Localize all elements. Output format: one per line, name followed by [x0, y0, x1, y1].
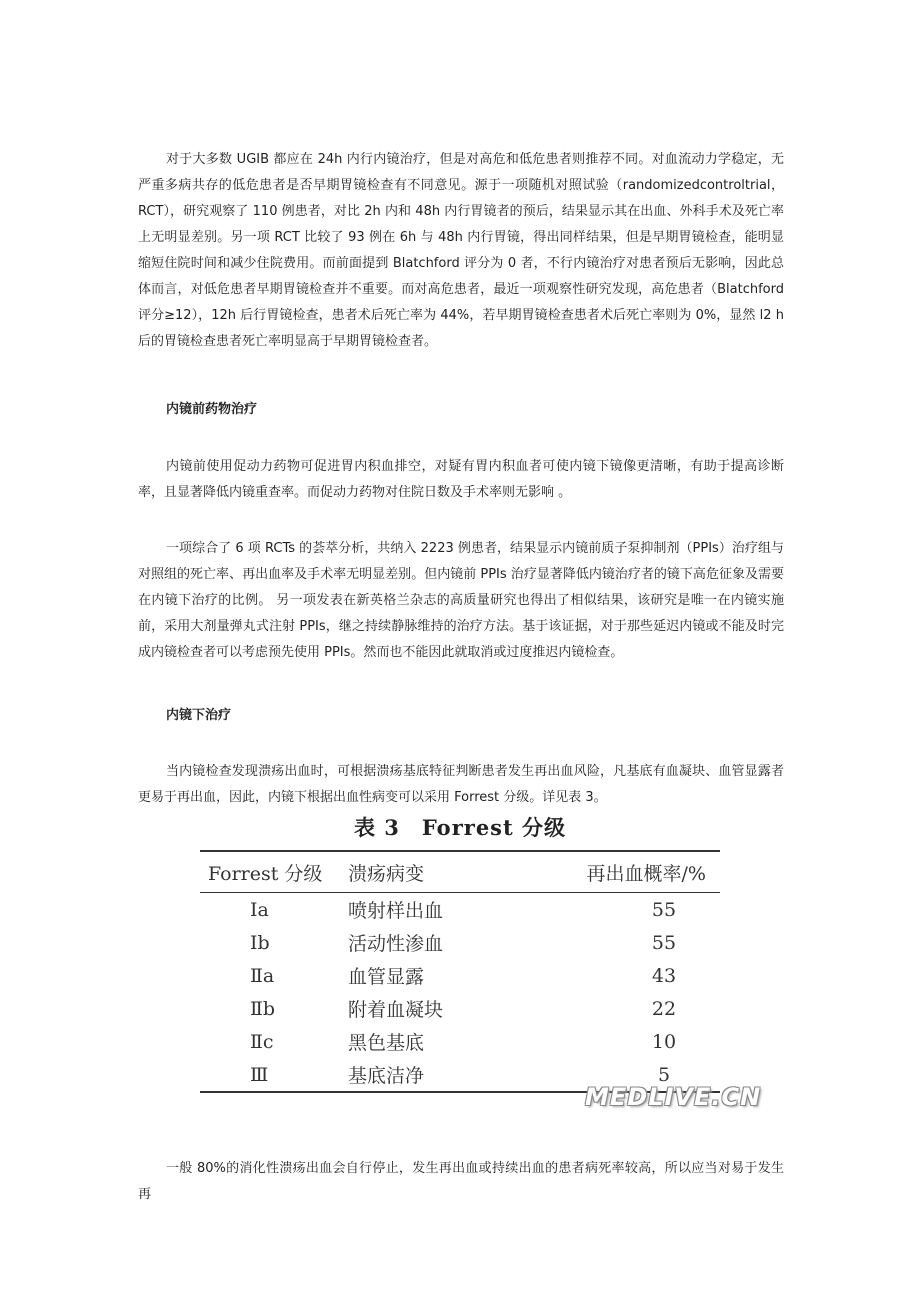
table-number: 表 3 — [353, 815, 400, 840]
table-title-text: Forrest 分级 — [421, 815, 567, 840]
header-forrest-grade: Forrest 分级 — [208, 862, 323, 885]
heading-endoscopic-treatment: 内镜下治疗 — [166, 708, 232, 723]
cell-rate: 55 — [651, 931, 677, 954]
table-row — [200, 992, 720, 1025]
table-row — [200, 1025, 720, 1058]
header-rebleeding-rate: 再出血概率/% — [586, 862, 706, 885]
cell-rate: 10 — [651, 1030, 677, 1053]
table-row — [200, 926, 720, 959]
cell-lesion: 基底洁净 — [348, 1065, 425, 1087]
header-ulcer-lesion: 溃疡病变 — [348, 862, 425, 885]
paragraph-forrest-intro: 当内镜检查发现溃疡出血时，可根据溃疡基底特征判断患者发生再出血风险，凡基底有血凝块、血管显露者更易于再出血，因此，内镜下根据出血性病变可以采用 Forrest 分级。详见表 3。 — [138, 764, 784, 805]
paragraph-ppis: 一项综合了 6 项 RCTs 的荟萃分析，共纳入 2223 例患者，结果显示内镜前质子泵抑制剂（PPIs）治疗组与对照组的死亡率、再出血率及手术率无明显差别。但内镜前 PPIs 治疗显著降低内镜治疗者的镜下高危征象及需要在内镜下治疗的比例。 另一项发表在新英格兰杂志的高质量研究也得出了相似结果，该研究是唯一在内镜实施前，采用大剂量弹丸式注射 PPIs，继之持续静脉维持的治疗方法。基于该证据，对于那些延迟内镜或不能及时完成内镜检查者可以考虑预先使用 PPIs。然而也不能因此就取消或过度推迟内镜检查。 — [138, 541, 784, 660]
cell-grade: Ⅱb — [250, 997, 276, 1020]
forrest-classification-table — [200, 850, 720, 1093]
table-title — [200, 812, 720, 842]
cell-grade: Ⅲ — [250, 1063, 269, 1086]
watermark-logo: MEDLIVE.CN — [585, 1083, 762, 1111]
cell-lesion: 附着血凝块 — [348, 999, 444, 1021]
heading-pre-endoscopy-drugs: 内镜前药物治疗 — [166, 402, 258, 417]
cell-rate: 5 — [657, 1063, 671, 1086]
cell-rate: 55 — [651, 898, 677, 921]
cell-rate: 43 — [651, 964, 677, 987]
cell-rate: 22 — [651, 997, 677, 1020]
cell-lesion: 喷射样出血 — [348, 900, 444, 922]
paragraph-self-limiting-bleeding: 一般 80%的消化性溃疡出血会自行停止，发生再出血或持续出血的患者病死率较高，所以应当对易于发生再 — [138, 1161, 784, 1202]
cell-grade: Ⅰb — [250, 931, 270, 954]
cell-grade: Ⅰa — [250, 898, 269, 921]
cell-lesion: 活动性渗血 — [348, 933, 444, 955]
paragraph-prokinetics: 内镜前使用促动力药物可促进胃内积血排空，对疑有胃内积血者可使内镜下镜像更清晰，有助于提高诊断率，且显著降低内镜重查率。而促动力药物对住院日数及手术率则无影响 。 — [138, 459, 784, 500]
cell-lesion: 黑色基底 — [348, 1032, 425, 1054]
cell-lesion: 血管显露 — [348, 966, 425, 988]
table-row — [200, 893, 720, 927]
paragraph-early-endoscopy: 对于大多数 UGIB 都应在 24h 内行内镜治疗，但是对高危和低危患者则推荐不同。对血流动力学稳定，无严重多病共存的低危患者是否早期胃镜检查有不同意见。源于一项随机对照试验（randomizedcontroltrial，RCT），研究观察了 110 例患者，对比 2h 内和 48h 内行胃镜者的预后，结果显示其在出血、外科手术及死亡率上无明显差别。另一项 RCT 比较了 93 例在 6h 与 48h 内行胃镜，得出同样结果，但是早期胃镜检查，能明显缩短住院时间和减少住院费用。而前面提到 Blatchford 评分为 0 者，不行内镜治疗对患者预后无影响，因此总体而言，对低危患者早期胃镜检查并不重要。而对高危患者，最近一项观察性研究发现，高危患者（Blatchford 评分≥12），12h 后行胃镜检查，患者术后死亡率为 44%，若早期胃镜检查患者术后死亡率则为 0%，显然 l2 h 后的胃镜检查患者死亡率明显高于早期胃镜检查者。 — [138, 152, 784, 349]
cell-grade: Ⅱc — [250, 1030, 274, 1053]
table-row — [200, 959, 720, 992]
cell-grade: Ⅱa — [250, 964, 275, 987]
table-header-row — [200, 851, 720, 893]
